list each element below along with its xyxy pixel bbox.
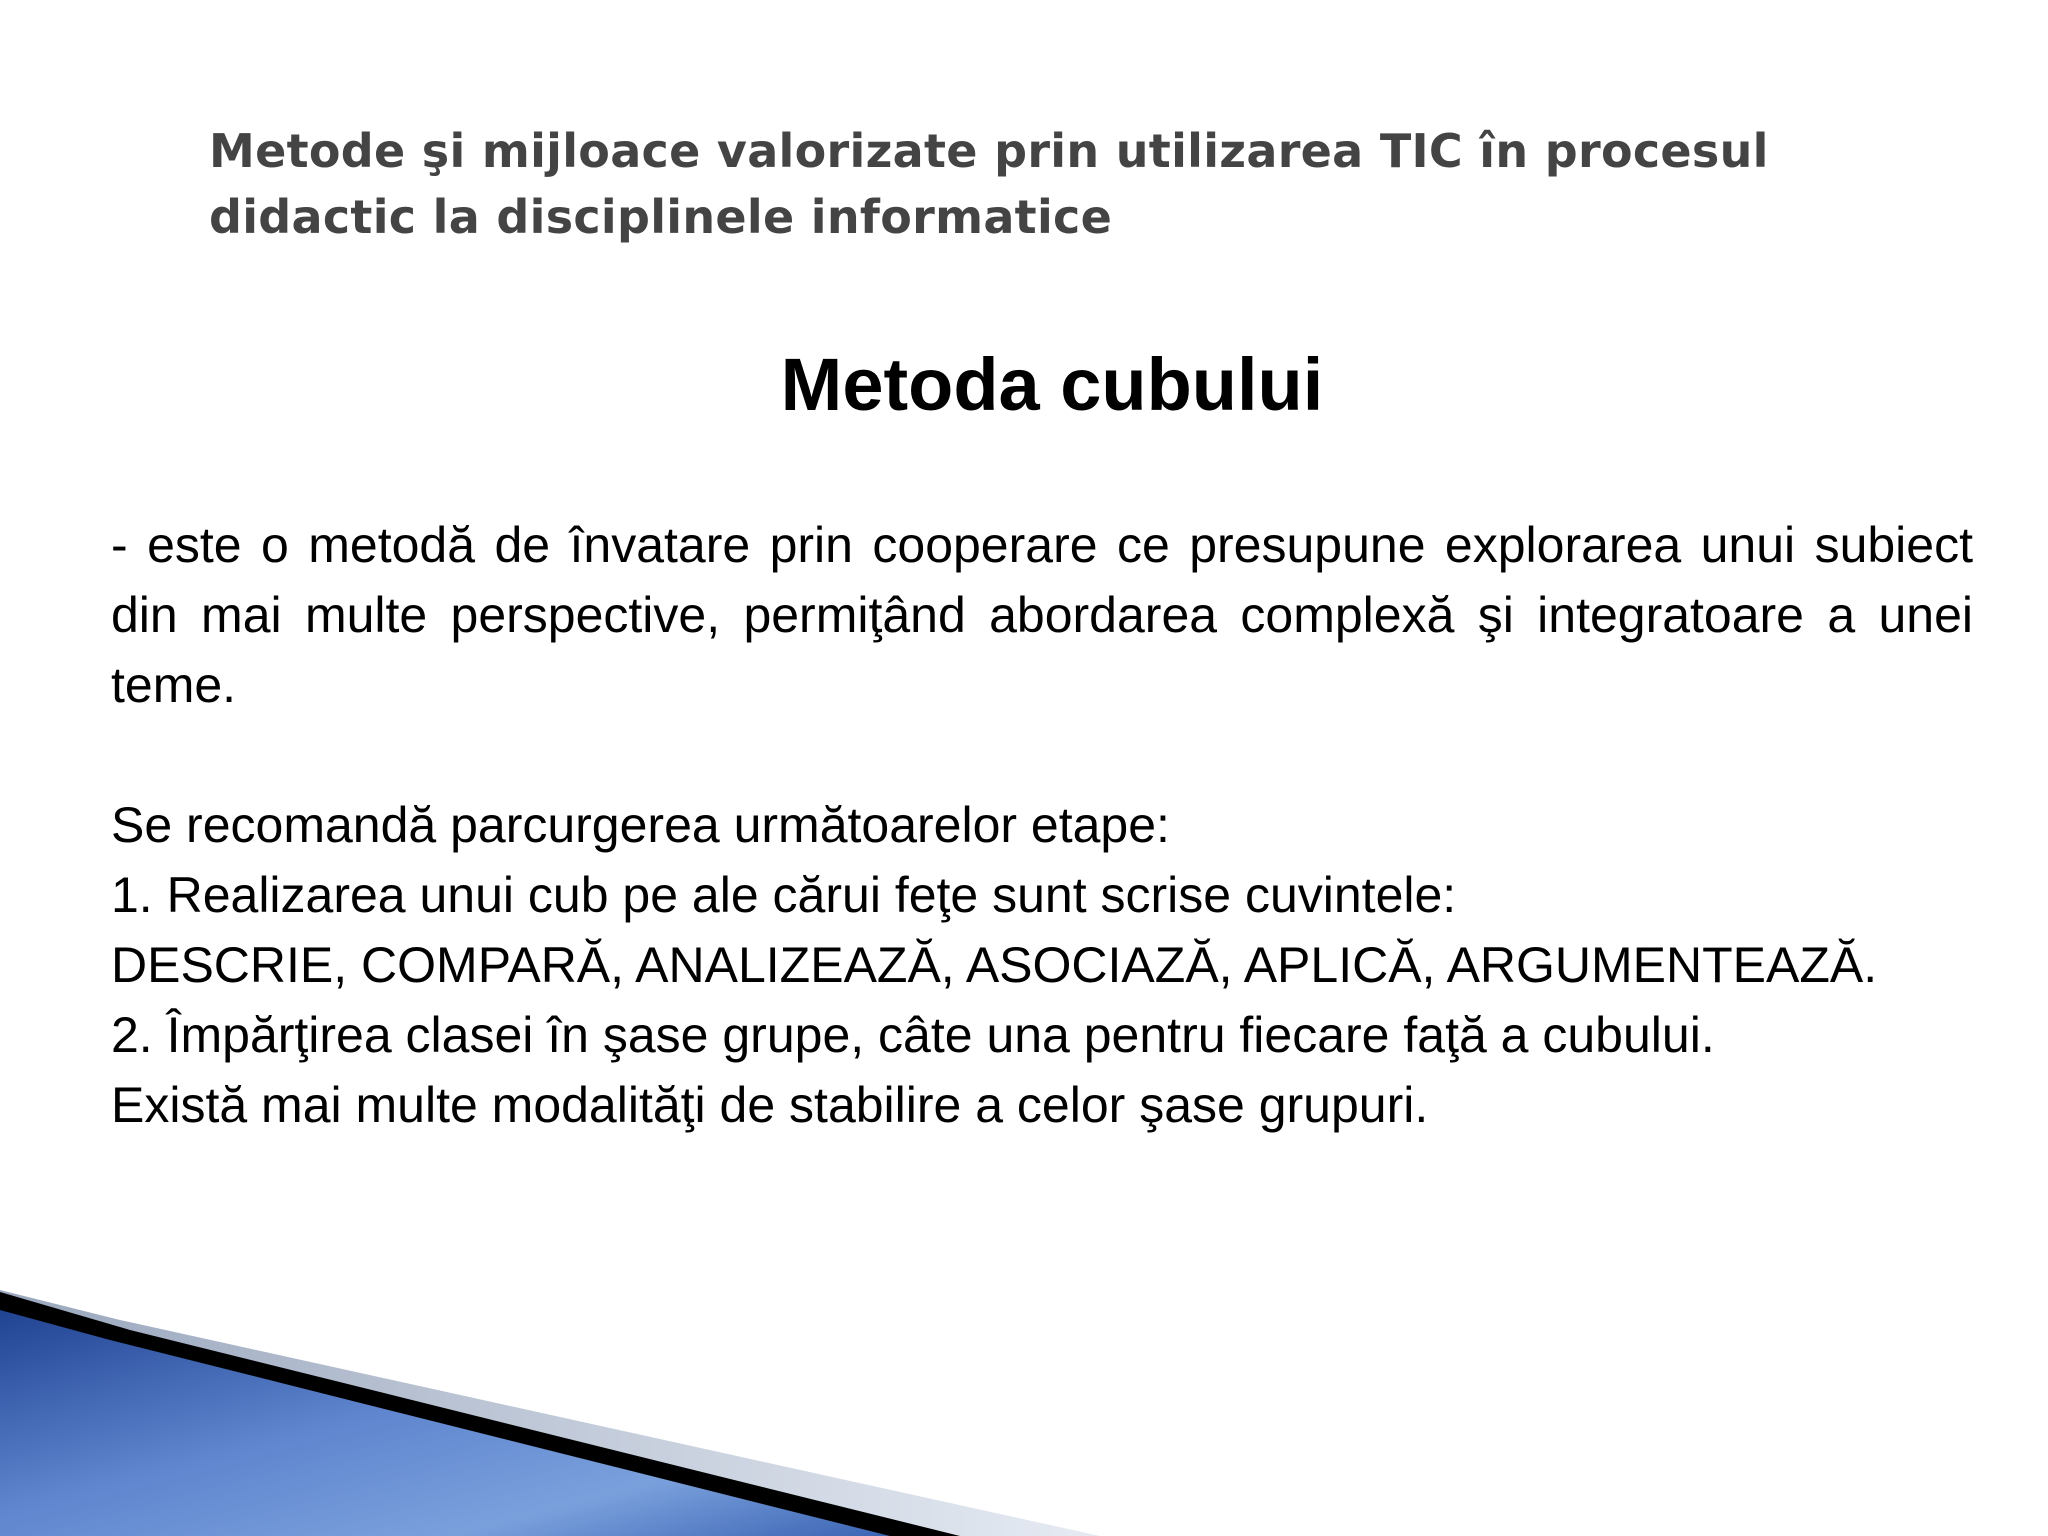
step-2-note: Există mai multe modalităţi de stabilire a celor şase grupuri.: [111, 1077, 1429, 1133]
slide-body: [111, 510, 1973, 1140]
decor-grey-band: [0, 1290, 1100, 1536]
method-title: Metoda cubului: [780, 343, 1324, 426]
method-definition: - este o metodă de învatare prin cooperare ce presupune explorarea unui subiect din mai multe perspective, permiţând abordarea complexă şi integratoare a unei teme.: [111, 517, 1973, 713]
decor-blue-wedge: [0, 1300, 900, 1536]
step-2: 2. Împărţirea clasei în şase grupe, câte una pentru fiecare faţă a cubului.: [111, 1007, 1715, 1063]
slide-header: Metode şi mijloace valorizate prin utilizarea TIC în procesul didactic la disciplinele informatice: [209, 124, 1769, 244]
cube-words: DESCRIE, COMPARĂ, ANALIZEAZĂ, ASOCIAZĂ, APLICĂ, ARGUMENTEAZĂ.: [111, 937, 1878, 993]
steps-intro: Se recomandă parcurgerea următoarelor etape:: [111, 797, 1170, 853]
step-1: 1. Realizarea unui cub pe ale cărui feţe sunt scrise cuvintele:: [111, 867, 1457, 923]
decor-black-stripe: [0, 1292, 960, 1536]
spacer: [111, 720, 1973, 790]
